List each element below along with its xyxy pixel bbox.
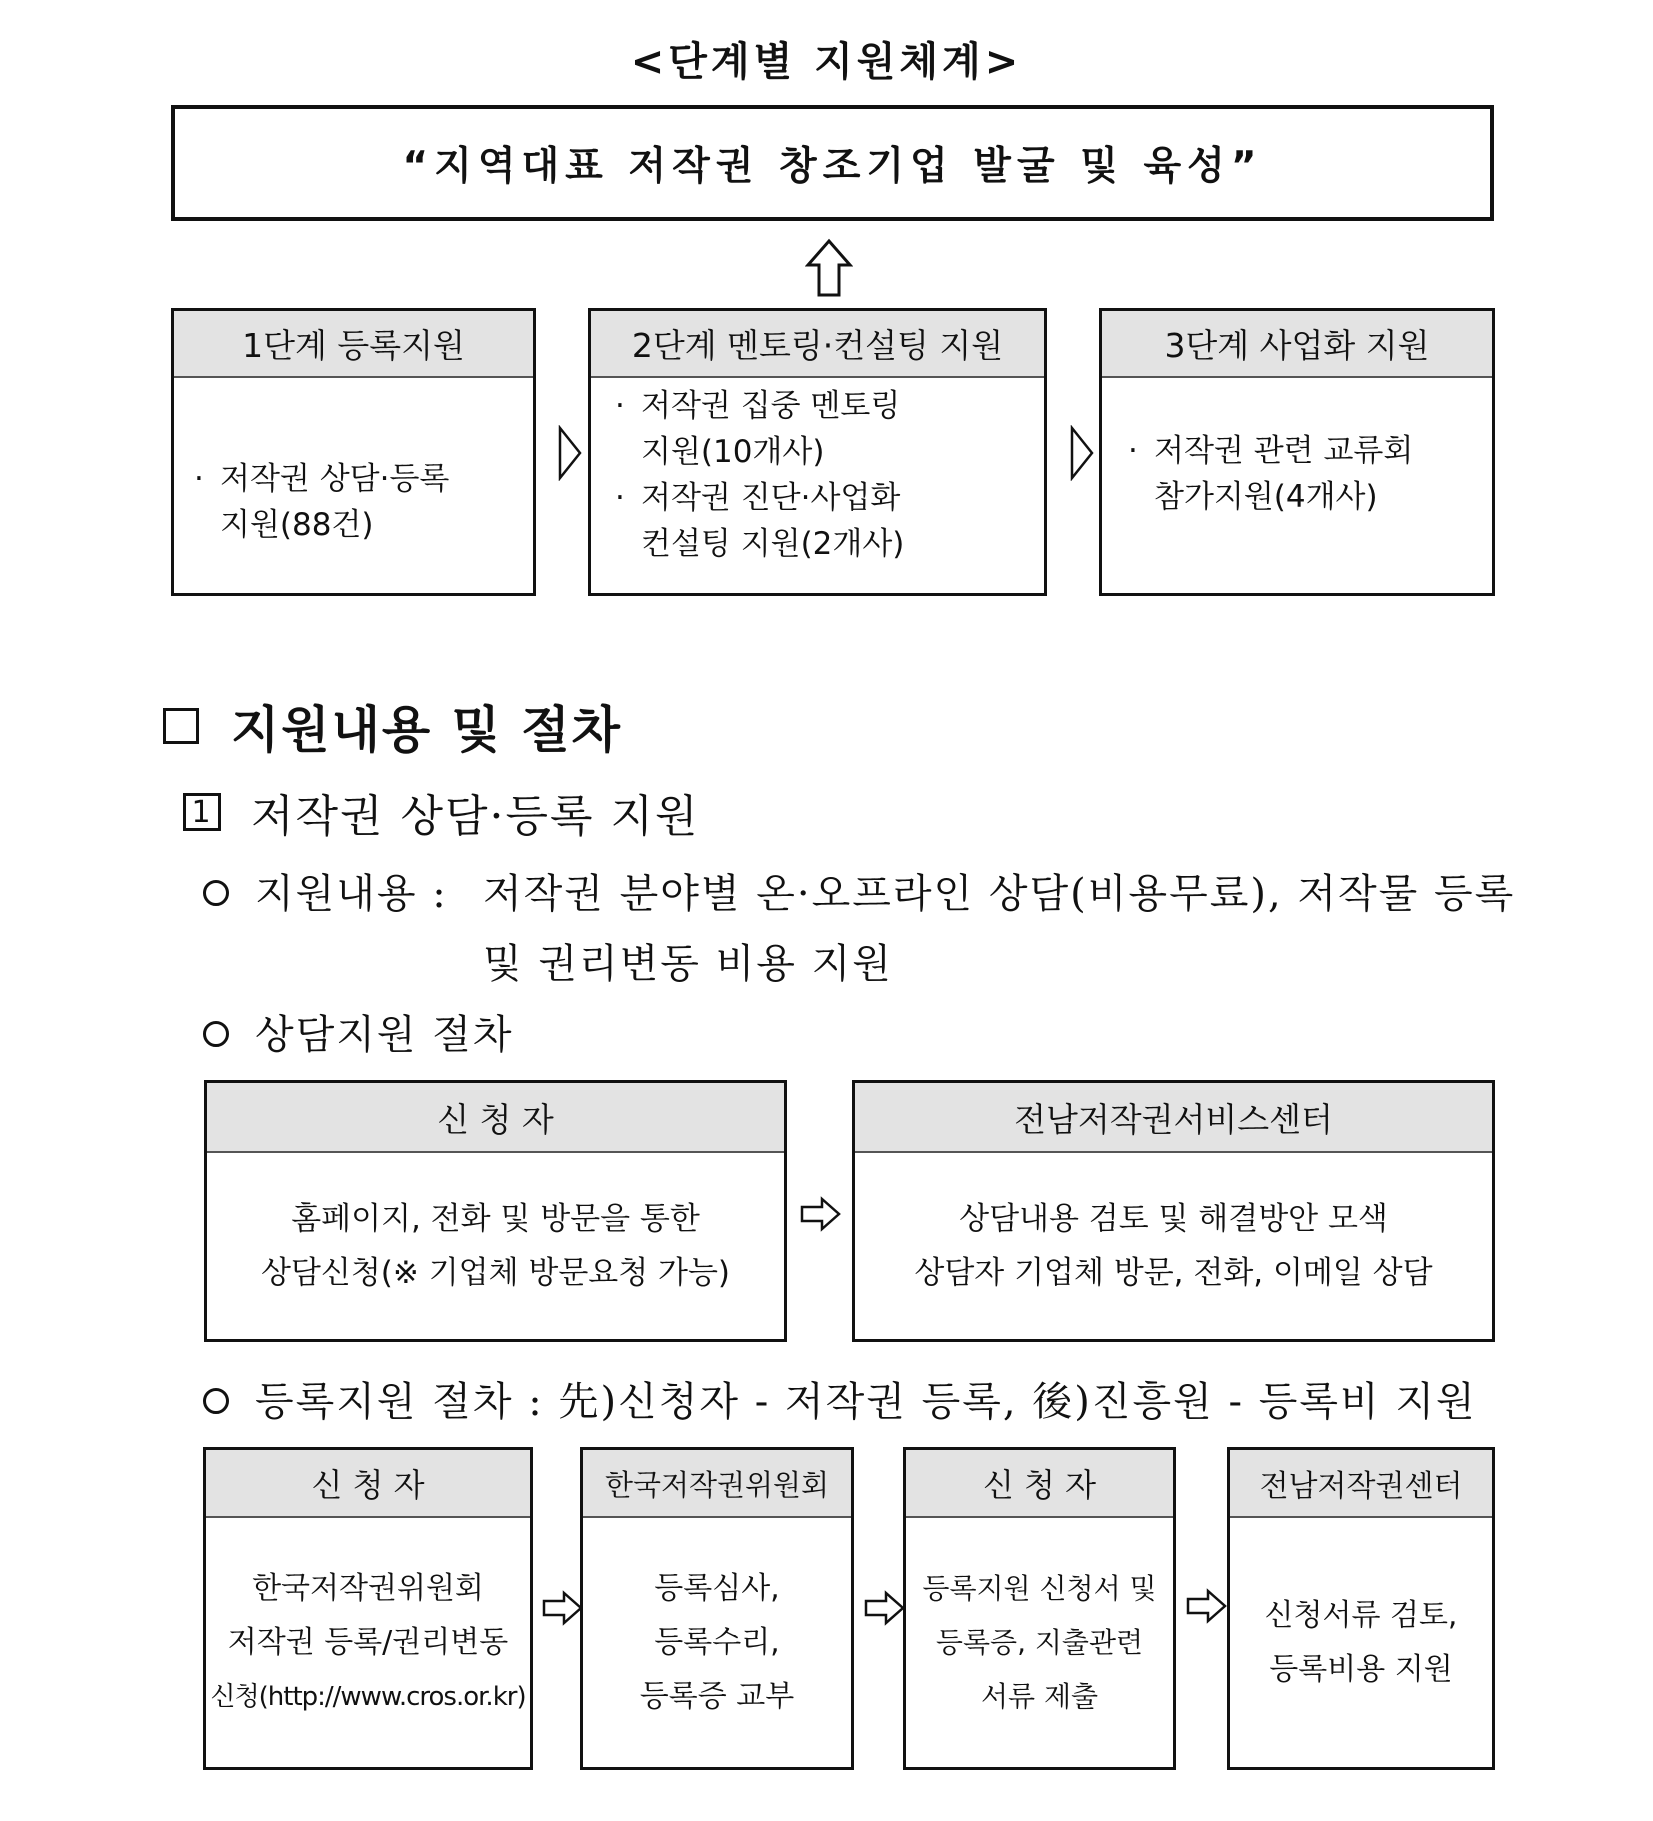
register-applicant-body: 한국저작권위원회 저작권 등록/권리변동 신청(http://www.cros.or.kr) <box>210 1570 526 1712</box>
stage-2-item: · 저작권 집중 멘토링 지원(10개사) <box>615 388 901 470</box>
register-applicant-header: 신 청 자 <box>206 1450 530 1518</box>
register-applicant2-header: 신 청 자 <box>906 1450 1173 1518</box>
square-bullet-icon <box>163 708 199 744</box>
circle-bullet-icon <box>203 880 229 906</box>
right-arrow-icon <box>800 1196 842 1232</box>
stage-2-item: · 저작권 진단·사업화 컨설팅 지원(2개사) <box>615 480 905 562</box>
register-committee-header: 한국저작권위원회 <box>583 1450 851 1518</box>
stage-3-header: 3단계 사업화 지원 <box>1102 311 1492 378</box>
register-applicant2-body: 등록지원 신청서 및 등록증, 지출관련 서류 제출 <box>922 1571 1157 1713</box>
right-arrow-icon <box>864 1590 906 1626</box>
consult-center-header: 전남저작권서비스센터 <box>855 1083 1492 1153</box>
stage-1-item: · 저작권 상담·등록 지원(88건) <box>194 461 450 543</box>
goal-text: “지역대표 저작권 창조기업 발굴 및 육성” <box>402 144 1263 189</box>
chevron-right-icon <box>1069 425 1095 481</box>
register-center-body: 신청서류 검토, 등록비용 지원 <box>1264 1597 1458 1687</box>
register-applicant2-box <box>903 1447 1176 1770</box>
stage-3-box <box>1099 308 1495 596</box>
register-procedure-label: 등록지원 절차 : 先)신청자 - 저작권 등록, 後)진흥원 - 등록비 지원 <box>203 1370 1477 1427</box>
register-committee-box <box>580 1447 854 1770</box>
consult-procedure-label: 상담지원 절차 <box>203 1003 514 1060</box>
sub-heading: 1 저작권 상담·등록 지원 <box>183 780 700 844</box>
stage-2-box <box>588 308 1047 596</box>
register-applicant-box <box>203 1447 533 1770</box>
stage-2-body <box>591 378 1044 567</box>
consult-center-box <box>852 1080 1495 1342</box>
circle-bullet-icon <box>203 1388 229 1414</box>
support-content-text-1: 저작권 분야별 온·오프라인 상담(비용무료), 저작물 등록 <box>483 871 1516 917</box>
stage-3-item: · 저작권 관련 교류회 참가지원(4개사) <box>1128 433 1414 515</box>
number-badge: 1 <box>183 793 221 831</box>
circle-bullet-icon <box>203 1021 229 1047</box>
register-center-box <box>1227 1447 1495 1770</box>
support-content-text-2: 및 권리변동 비용 지원 <box>483 941 893 987</box>
chevron-right-icon <box>557 425 583 481</box>
consult-applicant-box <box>204 1080 787 1342</box>
section-heading: 지원내용 및 절차 <box>163 690 622 762</box>
support-content-line: 지원내용 : <box>203 862 448 919</box>
stage-1-body <box>174 378 533 548</box>
page-title: <단계별 지원체계> <box>630 39 1023 85</box>
register-center-header: 전남저작권센터 <box>1230 1450 1492 1518</box>
right-arrow-icon <box>1186 1588 1228 1624</box>
consult-applicant-body: 홈페이지, 전화 및 방문을 통한 상담신청(※ 기업체 방문요청 가능) <box>260 1201 731 1291</box>
stage-1-box <box>171 308 536 596</box>
goal-box <box>171 105 1494 221</box>
consult-center-body: 상담내용 검토 및 해결방안 모색 상담자 기업체 방문, 전화, 이메일 상담 <box>914 1201 1433 1291</box>
register-committee-body: 등록심사, 등록수리, 등록증 교부 <box>639 1570 795 1714</box>
right-arrow-icon <box>542 1590 584 1626</box>
consult-applicant-header: 신 청 자 <box>207 1083 784 1153</box>
stage-3-body <box>1102 378 1492 520</box>
stage-2-header: 2단계 멘토링·컨설팅 지원 <box>591 311 1044 378</box>
up-arrow-icon <box>805 238 853 298</box>
stage-1-header: 1단계 등록지원 <box>174 311 533 378</box>
